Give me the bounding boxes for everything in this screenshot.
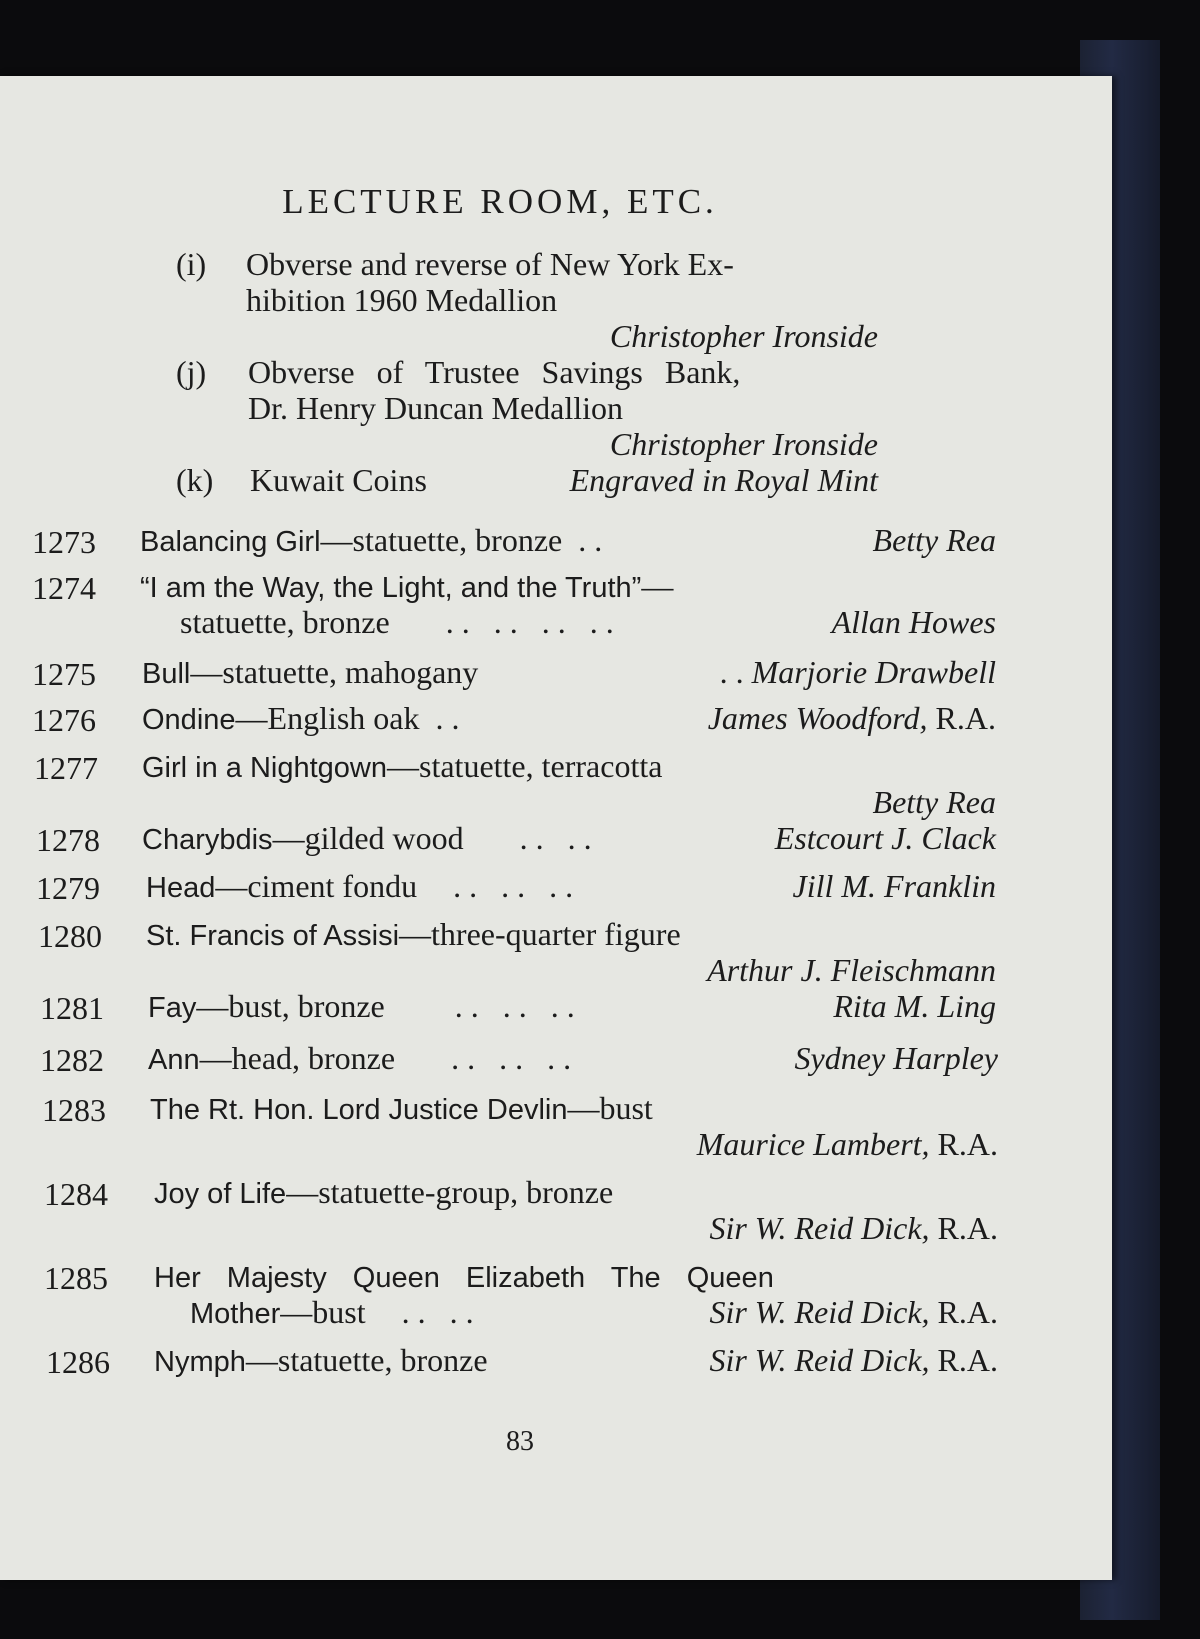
entry-description: —statuette, bronze — [245, 1342, 488, 1378]
entry-line — [190, 1294, 474, 1332]
entry-line — [140, 522, 602, 560]
entry-number: 1285 — [44, 1260, 108, 1296]
entry-artist: Allan Howes — [831, 604, 996, 640]
entry-number: 1280 — [38, 918, 102, 954]
entry-description: —bust — [567, 1090, 653, 1126]
entry-description: —bust — [280, 1294, 366, 1330]
entry-line — [142, 748, 662, 786]
entry-artist: Sir W. Reid Dick, — [709, 1294, 930, 1330]
leader-dots: . . — [562, 522, 603, 558]
entry-number: 1284 — [44, 1176, 108, 1212]
leader-dots: . . . . — [519, 820, 592, 856]
entry-number: 1281 — [40, 990, 104, 1026]
entry-suffix: R.A. — [935, 700, 996, 736]
entry-artist-line — [560, 1342, 998, 1378]
sub-item-label: (j) — [176, 354, 207, 390]
entry-suffix: R.A. — [937, 1210, 998, 1246]
entry-title: Ondine — [142, 704, 236, 736]
entry-line — [154, 1342, 488, 1380]
entry-description: —head, bronze — [199, 1040, 396, 1076]
entry-line — [154, 1174, 613, 1212]
entry-line — [148, 1040, 571, 1078]
entry-description: —statuette, terracotta — [387, 748, 663, 784]
sub-item-text: Obverse of Trustee Savings Bank, — [248, 354, 741, 390]
entry-artist: Sir W. Reid Dick, — [709, 1342, 930, 1378]
entry-artist: Jill M. Franklin — [792, 868, 996, 904]
entry-artist: Marjorie Drawbell — [751, 654, 996, 690]
page-title: LECTURE ROOM, ETC. — [282, 182, 718, 221]
entry-description: —ciment fondu — [215, 868, 418, 904]
entry-title: Nymph — [154, 1346, 246, 1378]
sub-item-artist: Christopher Ironside — [609, 318, 878, 354]
entry-number: 1274 — [32, 570, 96, 606]
entry-description: —three-quarter figure — [399, 916, 681, 952]
leader-dots: . . . . . . . . — [445, 604, 614, 640]
entry-number: 1276 — [32, 702, 96, 738]
entry-line — [142, 820, 592, 858]
sub-item-text: Obverse and reverse of New York Ex- — [246, 246, 734, 282]
entry-artist: Betty Rea — [872, 784, 996, 820]
entry-title: Balancing Girl — [140, 526, 321, 558]
entry-title: “I am the Way, the Light, and the Truth” — [140, 572, 642, 604]
entry-title: St. Francis of Assisi — [146, 920, 400, 952]
entry-number: 1282 — [40, 1042, 104, 1078]
entry-line — [150, 1090, 653, 1128]
entry-title: The Rt. Hon. Lord Justice Devlin — [150, 1094, 568, 1126]
leader-dots: . . . . . . — [453, 868, 574, 904]
entry-artist-line — [640, 820, 996, 856]
entry-description: —statuette-group, bronze — [286, 1174, 614, 1210]
entry-artist: Arthur J. Fleischmann — [707, 952, 996, 988]
catalogue-page — [0, 76, 1112, 1580]
entry-suffix: R.A. — [937, 1126, 998, 1162]
entry-artist-line — [600, 784, 996, 820]
entry-line — [146, 916, 681, 954]
page-number: 83 — [506, 1426, 534, 1457]
entry-artist: James Woodford, — [707, 700, 928, 736]
entry-suffix: R.A. — [937, 1342, 998, 1378]
entry-artist-line — [600, 522, 996, 558]
entry-number: 1278 — [36, 822, 100, 858]
entry-artist: Maurice Lambert, — [696, 1126, 930, 1162]
entry-artist: Betty Rea — [872, 522, 996, 558]
entry-line — [148, 988, 575, 1026]
entry-artist-line — [560, 1210, 998, 1246]
entry-artist-line — [560, 1126, 998, 1162]
entry-description: —bust, bronze — [196, 988, 385, 1024]
leader-dots: . . . . . . — [454, 988, 575, 1024]
leader-dots: . . — [435, 700, 460, 736]
entry-description: —gilded wood — [272, 820, 464, 856]
entry-artist: Estcourt J. Clack — [774, 820, 996, 856]
entry-artist-line — [700, 988, 996, 1024]
sub-item-text: hibition 1960 Medallion — [246, 282, 558, 318]
entry-artist-line — [560, 952, 996, 988]
entry-artist-line — [700, 1040, 998, 1076]
entry-artist-line — [600, 654, 996, 690]
entry-description: —English oak — [235, 700, 420, 736]
entry-line — [142, 654, 478, 692]
entry-title: Mother — [190, 1298, 281, 1330]
leader-dots: . . . . . . — [451, 1040, 572, 1076]
entry-artist-line — [600, 700, 996, 736]
entry-title: Head — [146, 872, 216, 904]
entry-number: 1273 — [32, 524, 96, 560]
entry-description: —statuette, bronze — [320, 522, 563, 558]
entry-line — [180, 604, 614, 640]
entry-number: 1283 — [42, 1092, 106, 1128]
entry-suffix: R.A. — [937, 1294, 998, 1330]
entry-title: Girl in a Nightgown — [142, 752, 387, 784]
sub-item-artist: Christopher Ironside — [609, 426, 878, 462]
entry-artist: Sir W. Reid Dick, — [709, 1210, 930, 1246]
leader-dots: . . . . — [401, 1294, 474, 1330]
entry-title: Ann — [148, 1044, 200, 1076]
entry-title: Charybdis — [142, 824, 273, 856]
leader-dots: . . — [719, 654, 744, 690]
sub-item-label: (i) — [176, 246, 207, 282]
entry-title: Fay — [148, 992, 197, 1024]
sub-item-text: Kuwait Coins — [250, 462, 427, 498]
entry-number: 1286 — [46, 1344, 110, 1380]
entry-line — [146, 868, 573, 906]
entry-artist-line — [560, 1294, 998, 1330]
sub-item-text: Dr. Henry Duncan Medallion — [248, 390, 624, 426]
entry-title: Joy of Life — [154, 1178, 287, 1210]
entry-artist-line — [640, 868, 996, 904]
entry-description: statuette, bronze — [180, 604, 390, 640]
entry-number: 1275 — [32, 656, 96, 692]
entry-artist-line — [700, 604, 996, 640]
sub-item-label: (k) — [176, 462, 214, 498]
entry-line — [140, 568, 673, 606]
entry-artist: Sydney Harpley — [794, 1040, 998, 1076]
entry-title: Her Majesty Queen Elizabeth The Queen — [154, 1262, 774, 1294]
entry-line — [142, 700, 460, 738]
entry-line — [154, 1258, 774, 1296]
entry-description: — — [641, 568, 674, 604]
entry-title: Bull — [142, 658, 191, 690]
sub-item-artist: Engraved in Royal Mint — [569, 462, 878, 498]
entry-number: 1277 — [34, 750, 98, 786]
entry-number: 1279 — [36, 870, 100, 906]
entry-description: —statuette, mahogany — [190, 654, 479, 690]
entry-artist: Rita M. Ling — [833, 988, 996, 1024]
